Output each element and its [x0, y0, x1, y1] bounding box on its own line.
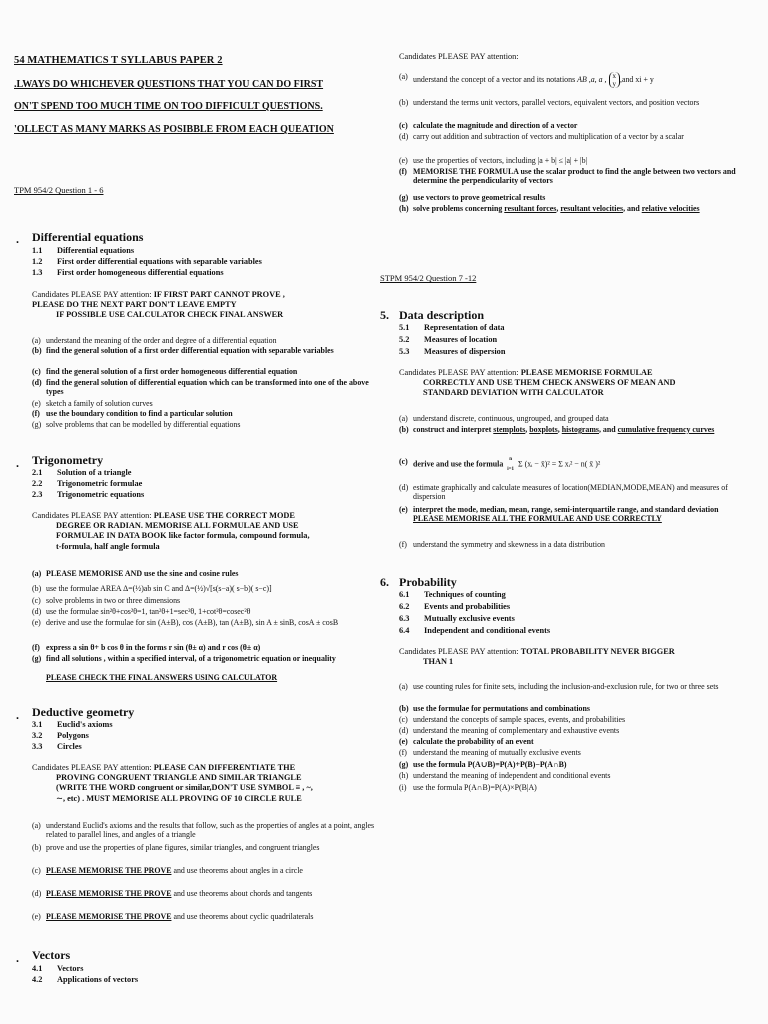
subsection: 1.2 First order differential equations with separable variables [32, 257, 262, 266]
objective-item: (g) use vectors to prove geometrical results [399, 193, 546, 202]
section-number: 6. [380, 575, 389, 589]
variance-formula: Σ (xᵢ − x̄)² = Σ xᵢ² − n( x̄ )² [518, 459, 601, 469]
objective-item: (d) use the formulae sin²θ+cos²θ=1, tan²θ+1=sec²θ, 1+cot²θ=cosec²θ [32, 607, 251, 616]
objective-item: (e) PLEASE MEMORISE THE PROVE and use theorems about cyclic quadrilaterals [32, 912, 314, 921]
section-title-data-description: Data description [399, 308, 484, 322]
objective-item: (d) understand the meaning of complementary and exhaustive events [399, 726, 620, 735]
check-note: PLEASE CHECK THE FINAL ANSWERS USING CALCULATOR [46, 673, 278, 682]
section-title-probability: Probability [399, 575, 457, 589]
section-title-vectors: Vectors [32, 948, 71, 962]
subsection: 3.3 Circles [32, 742, 82, 751]
subsection: 5.1 Representation of data [399, 323, 505, 332]
section-number: 5. [380, 308, 389, 322]
objective-item: (f) understand the symmetry and skewness in a data distribution [399, 540, 605, 549]
attention-note: Candidates PLEASE PAY attention: PLEASE MEMORISE FORMULAE CORRECTLY AND USE THEM CHECK ANSWERS OF MEAN AND STANDARD DEVIATION WITH CALCULATOR [399, 368, 676, 398]
objective-item: (f) MEMORISE THE FORMULA use the scalar product to find the angle between two vectors and determine the perpendicularity of vectors [399, 167, 736, 186]
objective-item: (c) PLEASE MEMORISE THE PROVE and use theorems about angles in a circle [32, 866, 303, 875]
vectors-attention: Candidates PLEASE PAY attention: [399, 52, 519, 61]
document-title: 54 MATHEMATICS T SYLLABUS PAPER 2 [14, 55, 223, 66]
tip-line-1: .LWAYS DO WHICHEVER QUESTIONS THAT YOU CAN DO FIRST [14, 79, 324, 90]
attention-note: Candidates PLEASE PAY attention: TOTAL PROBABILITY NEVER BIGGER THAN 1 [399, 647, 675, 667]
objective-item: (b) prove and use the properties of plane figures, similar triangles, and congruent triangles [32, 843, 320, 852]
objective-item: (b) find the general solution of a first order differential equation with separable variables [32, 346, 334, 355]
objective-item: (c) understand the concepts of sample spaces, events, and probabilities [399, 715, 626, 724]
subsection: 6.2 Events and probabilities [399, 602, 511, 611]
subsection: 5.2 Measures of location [399, 335, 498, 344]
objective-item: (a) use counting rules for finite sets, including the inclusion-and-exclusion rule, for two or three sets [399, 682, 719, 691]
tip-line-2: ON'T SPEND TOO MUCH TIME ON TOO DIFFICULT QUESTIONS. [14, 101, 323, 112]
objective-item: (e) interpret the mode, median, mean, range, semi-interquartile range, and standard deviation PLEASE MEMORISE ALL THE FORMULAE AND USE CORRECTLY [399, 505, 719, 524]
objective-item: (f) express a sin θ+ b cos θ in the forms r sin (θ± α) and r cos (θ± α) [32, 643, 261, 652]
summation-limits: n i=1 [507, 457, 515, 472]
objective-item: (h) understand the meaning of independent and conditional events [399, 771, 611, 780]
objective-item: (a) understand the meaning of the order and degree of a differential equation [32, 336, 277, 345]
column-vector: x y [609, 72, 621, 88]
subsection: 6.1 Techniques of counting [399, 590, 506, 599]
objective-item: (f) use the boundary condition to find a particular solution [32, 409, 233, 418]
subsection: 6.4 Independent and conditional events [399, 626, 551, 635]
objective-item: (e) calculate the probability of an event [399, 737, 534, 746]
objective-item: (c) calculate the magnitude and direction of a vector [399, 121, 578, 130]
objective-item: (b) understand the terms unit vectors, parallel vectors, equivalent vectors, and position vectors [399, 98, 700, 107]
section-title-trigonometry: Trigonometry [32, 453, 104, 467]
attention-note: Candidates PLEASE PAY attention: IF FIRST PART CANNOT PROVE , PLEASE DO THE NEXT PART DON'T LEAVE EMPTY IF POSSIBLE USE CALCULATOR CHECK FINAL ANSWER [32, 290, 285, 320]
subsection: 1.1 Differential equations [32, 246, 135, 255]
objective-item: (c) derive and use the formula n i=1 Σ (xᵢ − x̄)² = Σ xᵢ² − n( x̄ )² [399, 457, 601, 472]
section-title-deductive-geometry: Deductive geometry [32, 705, 135, 719]
objective-item: (a) understand the concept of a vector and its notations AB ,a, a , x y,and xi + y [399, 72, 654, 88]
tip-line-3: 'OLLECT AS MANY MARKS AS POSIBBLE FROM EACH QUEATION [14, 124, 334, 135]
attention-note: Candidates PLEASE PAY attention: PLEASE CAN DIFFERENTIATE THE PROVING CONGRUENT TRIANGLE AND SIMILAR TRIANGLE (WRITE THE WORD congruent or similar,DON'T USE SYMBOL ≡ , ~, ∼, etc) . MUST MEMORISE ALL PROVING OF 10 CIRCLE RULE [32, 763, 313, 803]
objective-item: (d) PLEASE MEMORISE THE PROVE and use theorems about chords and tangents [32, 889, 313, 898]
subsection: 2.1 Solution of a triangle [32, 468, 132, 477]
subsection: 3.2 Polygons [32, 731, 89, 740]
objective-item: (e) sketch a family of solution curves [32, 399, 153, 408]
subsection: 6.3 Mutually exclusive events [399, 614, 515, 623]
objective-item: (c) find the general solution of a first order homogeneous differential equation [32, 367, 298, 376]
subsection: 4.1 Vectors [32, 964, 84, 973]
objective-item: (c) solve problems in two or three dimensions [32, 596, 181, 605]
objective-item: (g) use the formula P(A∪B)=P(A)+P(B)−P(A∩B) [399, 760, 567, 769]
section-bullet: . [16, 708, 19, 722]
objective-item: (b) use the formulae for permutations and combinations [399, 704, 590, 713]
subsection: 2.3 Trigonometric equations [32, 490, 145, 499]
subsection: 2.2 Trigonometric formulae [32, 479, 143, 488]
subsection: 4.2 Applications of vectors [32, 975, 139, 984]
objective-item: (g) find all solutions , within a specified interval, of a trigonometric equation or inequality [32, 654, 336, 663]
objective-item: (b) construct and interpret stemplots, boxplots, histograms, and cumulative frequency curves [399, 425, 715, 434]
objective-item: (a) understand discrete, continuous, ungrouped, and grouped data [399, 414, 609, 423]
objective-item: (a) understand Euclid's axioms and the results that follow, such as the properties of angles at a point, angles related to parallel lines, and angles of a triangle [32, 821, 375, 840]
subsection: 5.3 Measures of dispersion [399, 347, 506, 356]
objective-item: (d) estimate graphically and calculate measures of location(MEDIAN,MODE,MEAN) and measures of dispersion [399, 483, 728, 502]
objective-item: (h) solve problems concerning resultant forces, resultant velocities, and relative velocities [399, 204, 700, 213]
objective-item: (d) find the general solution of differential equation which can be transformed into one of the above types [32, 378, 369, 397]
subsection: 1.3 First order homogeneous differential equations [32, 268, 224, 277]
section-bullet: . [16, 232, 19, 246]
subsection: 3.1 Euclid's axioms [32, 720, 113, 729]
section-title-differential-equations: Differential equations [32, 230, 144, 244]
objective-item: (e) derive and use the formulae for sin (A±B), cos (A±B), tan (A±B), sin A ± sinB, cosA ± cosB [32, 618, 339, 627]
attention-note: Candidates PLEASE PAY attention: PLEASE USE THE CORRECT MODE DEGREE OR RADIAN. MEMORISE ALL FORMULAE AND USE FORMULAE IN DATA BOOK like factor formula, compound formula, t-formula, half angle formula [32, 511, 310, 551]
objective-item: (f) understand the meaning of mutually exclusive events [399, 748, 581, 757]
objective-item: (a) PLEASE MEMORISE AND use the sine and cosine rules [32, 569, 239, 578]
question-range-1: TPM 954/2 Question 1 - 6 [14, 185, 104, 195]
section-bullet: . [16, 951, 19, 965]
objective-item: (e) use the properties of vectors, including |a + b| ≤ |a| + |b| [399, 156, 588, 165]
section-bullet: . [16, 456, 19, 470]
objective-item: (d) carry out addition and subtraction of vectors and multiplication of a vector by a scalar [399, 132, 684, 141]
objective-item: (i) use the formula P(A∩B)=P(A)×P(B|A) [399, 783, 537, 792]
objective-item: (b) use the formulae AREA Δ=(½)ab sin C and Δ=(½)√[s(s−a)( s−b)( s−c)] [32, 584, 272, 593]
objective-item: (g) solve problems that can be modelled by differential equations [32, 420, 241, 429]
question-range-2: STPM 954/2 Question 7 -12 [380, 273, 477, 283]
